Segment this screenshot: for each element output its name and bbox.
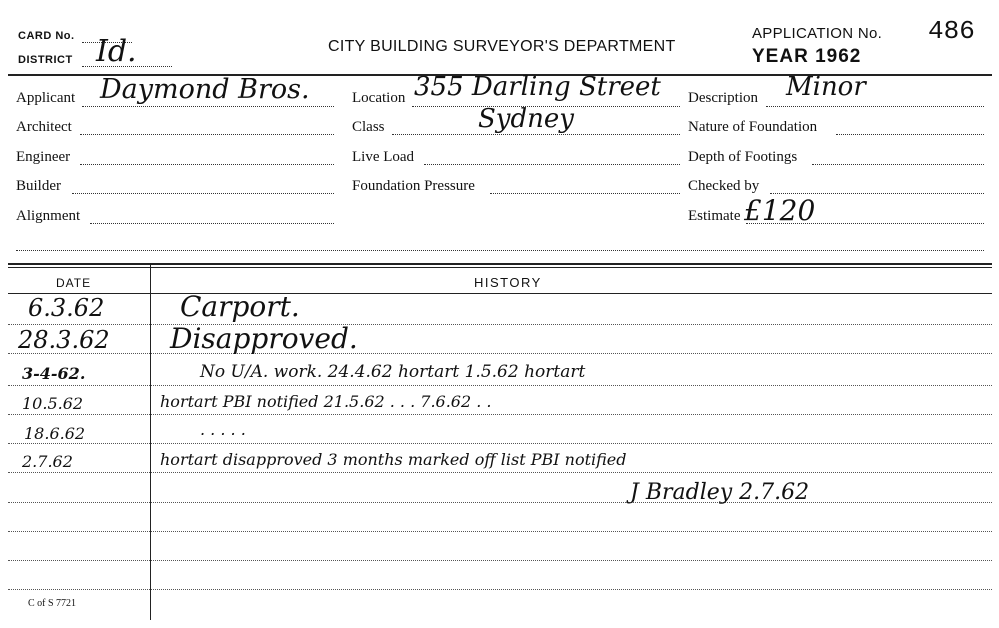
card-no-label: CARD No. <box>18 30 75 42</box>
history-header-rule <box>8 293 992 294</box>
date-header: DATE <box>56 276 92 290</box>
live-load-line <box>424 164 680 165</box>
description-value: Minor <box>786 72 866 102</box>
district-label: DISTRICT <box>18 54 73 66</box>
engineer-label: Engineer <box>16 149 71 165</box>
location-value: 355 Darling Street <box>414 72 661 102</box>
checked-by-label: Checked by <box>688 178 760 194</box>
history-entry: . . . . . <box>200 420 246 439</box>
history-entry: Carport. <box>180 290 300 323</box>
class-value: Sydney <box>478 104 574 134</box>
application-number: 486 <box>928 16 975 46</box>
description-line <box>766 106 984 107</box>
history-line-1 <box>8 324 992 325</box>
description-label: Description <box>688 90 758 106</box>
location-label: Location <box>352 90 406 106</box>
history-line-3 <box>8 385 992 386</box>
live-load-label: Live Load <box>352 149 415 165</box>
history-date: 10.5.62 <box>22 394 84 413</box>
history-entry: Disapproved. <box>170 322 358 355</box>
history-line-5 <box>8 443 992 444</box>
depth-of-footings-label: Depth of Footings <box>688 149 798 165</box>
history-line-9 <box>8 560 992 561</box>
year-label: YEAR 1962 <box>752 46 862 67</box>
alignment-label: Alignment <box>16 208 81 224</box>
foundation-pressure-label: Foundation Pressure <box>352 178 475 194</box>
history-date: 18.6.62 <box>24 424 86 443</box>
department-title: CITY BUILDING SURVEYOR'S DEPARTMENT <box>328 38 676 55</box>
history-date: 3-4-62. <box>22 364 86 383</box>
class-line <box>392 134 680 135</box>
foundation-pressure-line <box>490 193 680 194</box>
applicant-line <box>82 106 334 107</box>
history-entry: hortart PBI notified 21.5.62 . . . 7.6.62 . . <box>160 392 492 411</box>
history-date: 28.3.62 <box>18 326 110 354</box>
estimate-label: Estimate <box>688 208 741 224</box>
nature-of-foundation-label: Nature of Foundation <box>688 119 818 135</box>
applicant-label: Applicant <box>16 90 76 106</box>
history-line-4 <box>8 414 992 415</box>
class-label: Class <box>352 119 385 135</box>
architect-line <box>80 134 334 135</box>
history-line-2 <box>8 353 992 354</box>
signature: J Bradley 2.7.62 <box>630 480 810 505</box>
builder-label: Builder <box>16 178 61 194</box>
history-top-rule-2 <box>8 267 992 268</box>
history-date: 6.3.62 <box>28 294 105 322</box>
history-line-10 <box>8 589 992 590</box>
history-line-7 <box>8 502 992 503</box>
application-label: APPLICATION No. <box>752 25 883 42</box>
history-top-rule <box>8 263 992 265</box>
estimate-value: £120 <box>744 194 816 227</box>
district-value: Id. <box>96 34 137 69</box>
history-date: 2.7.62 <box>22 452 73 471</box>
alignment-line <box>90 223 334 224</box>
history-entry: No U/A. work. 24.4.62 hortart 1.5.62 hortart <box>200 362 586 382</box>
engineer-line <box>80 164 334 165</box>
history-line-6 <box>8 472 992 473</box>
architect-label: Architect <box>16 119 72 135</box>
builder-line <box>72 193 334 194</box>
form-code: C of S 7721 <box>28 598 77 609</box>
history-entry: hortart disapproved 3 months marked off list PBI notified <box>160 450 627 469</box>
depth-of-footings-line <box>812 164 984 165</box>
applicant-value: Daymond Bros. <box>100 74 310 105</box>
history-line-8 <box>8 531 992 532</box>
blank-line <box>16 250 984 251</box>
history-header: HISTORY <box>474 275 542 290</box>
nature-of-foundation-line <box>836 134 984 135</box>
